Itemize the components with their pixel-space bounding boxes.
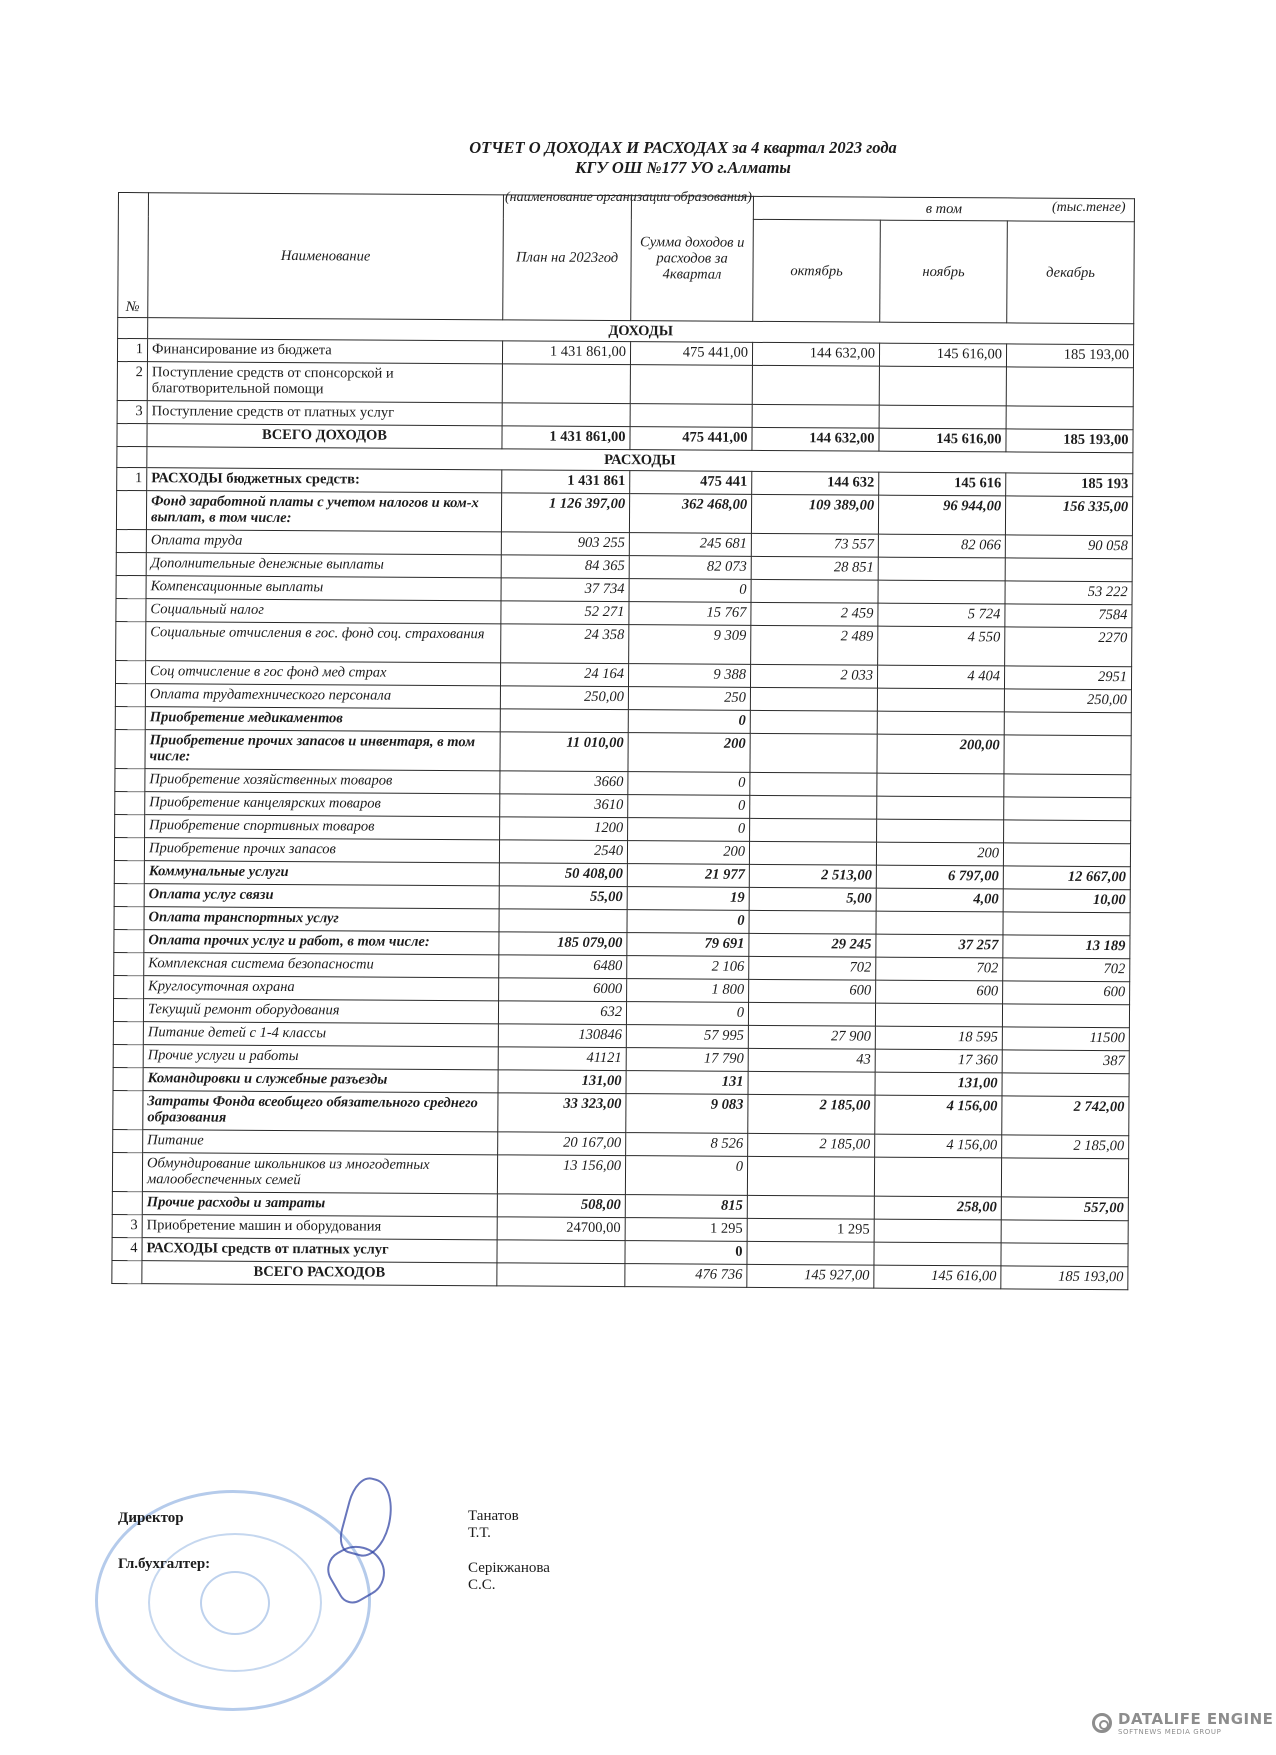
cell-sum: 0 [628,795,750,819]
director-name: Танатов Т.Т. [468,1508,519,1541]
cell-oct [750,818,877,842]
cell-plan: 6000 [499,978,627,1002]
row-name: Финансирование из бюджета [147,339,502,364]
row-number [115,791,145,814]
header-no: № [118,193,149,318]
cell-oct [747,1195,874,1219]
cell-plan: 2540 [499,840,627,864]
row-number: 2 [117,361,147,400]
cell-oct: 27 900 [748,1025,875,1049]
cell-oct: 29 245 [749,933,876,957]
cell-sum: 79 691 [627,933,749,957]
cell-sum [630,365,752,405]
cell-oct [747,1156,874,1196]
cell-oct [750,795,877,819]
organization-caption: (наименование организации образования) [505,190,752,205]
cell-plan [500,709,628,733]
cell-plan: 37 734 [501,578,629,602]
cell-dec: 13 189 [1003,935,1130,959]
cell-plan [499,909,627,933]
income-expense-table [111,192,1135,1290]
row-number: 4 [112,1237,142,1260]
cell-sum [630,404,752,428]
cell-plan: 1 126 397,00 [501,493,629,533]
cell-sum: 250 [628,687,750,711]
cell-oct [750,687,877,711]
cell-oct: 2 185,00 [748,1133,875,1157]
row-name: Поступление средств от платных услуг [147,401,502,426]
cell-sum: 245 681 [629,533,751,557]
watermark [1092,1710,1273,1736]
cell-oct [748,1071,875,1095]
row-name: Прочие расходы и затраты [142,1192,497,1217]
cell-nov: 4 404 [877,665,1004,689]
cell-sum: 0 [625,1156,747,1196]
row-number [114,906,144,929]
cell-plan: 903 255 [501,532,629,556]
cell-dec [1004,820,1131,844]
row-number [114,929,144,952]
cell-nov: 145 616,00 [879,343,1006,367]
cell-oct: 28 851 [751,556,878,580]
table-row [113,1090,1129,1135]
watermark-subtitle: SOFTNEWS MEDIA GROUP [1118,1728,1222,1736]
cell-nov: 145 616 [879,472,1006,496]
cell-plan: 3610 [500,794,628,818]
cell-plan [502,403,630,427]
cell-plan: 131,00 [498,1070,626,1094]
cell-dec: 2270 [1005,627,1132,667]
cell-dec [1006,406,1133,430]
row-name: Фонд заработной платы с учетом налогов и ком-х выплат, в том числе: [146,491,501,532]
cell-nov [875,1003,1002,1027]
cell-dec: 11500 [1002,1027,1129,1051]
row-number [116,552,146,575]
cell-nov: 6 797,00 [876,865,1003,889]
row-name: Приобретение медикаментов [145,707,500,732]
row-number [116,621,146,660]
cell-dec: 2 742,00 [1002,1096,1129,1136]
cell-nov [876,911,1003,935]
cell-nov [877,796,1004,820]
cell-sum: 57 995 [626,1025,748,1049]
row-number [116,575,146,598]
row-name: Поступление средств от спонсорской и благотворительной помощи [147,362,502,403]
header-october: октябрь [753,219,881,322]
cell-plan: 20 167,00 [498,1132,626,1156]
row-name: Приобретение прочих запасов и инвентаря, в том числе: [145,730,500,771]
cell-sum: 82 073 [629,556,751,580]
cell-dec: 12 667,00 [1003,866,1130,890]
section-expenses: РАСХОДЫ [147,447,1133,474]
cell-oct: 2 459 [751,602,878,626]
cell-sum: 475 441 [630,471,752,495]
cell-oct: 5,00 [749,887,876,911]
total-sum: 475 441,00 [630,427,752,451]
cell-plan: 185 079,00 [499,932,627,956]
cell-plan: 632 [498,1001,626,1025]
accountant-role: Гл.бухгалтер: [118,1556,211,1572]
cell-plan: 55,00 [499,886,627,910]
row-name: Компенсационные выплаты [146,576,501,601]
cell-oct: 2 185,00 [748,1094,875,1134]
cell-nov [874,1157,1001,1197]
cell-oct [750,710,877,734]
total-nov: 145 616,00 [879,428,1006,452]
row-name: Питание детей с 1-4 классы [143,1022,498,1047]
row-name: Оплата труда [146,530,501,555]
cell-plan: 24 358 [501,624,629,664]
cell-dec [1004,735,1131,775]
total-plan: 1 431 861,00 [502,426,630,450]
cell-sum: 0 [628,710,750,734]
director-role: Директор [118,1510,184,1526]
cell-dec [1001,1243,1128,1267]
emblem-icon [200,1571,270,1635]
cell-dec [1002,1004,1129,1028]
cell-oct: 702 [749,956,876,980]
table-row [116,490,1132,535]
cell-plan: 13 156,00 [497,1155,625,1195]
section-income: ДОХОДЫ [148,318,1134,345]
row-name: Текущий ремонт оборудования [143,999,498,1024]
cell-oct [749,910,876,934]
cell-nov: 4,00 [876,888,1003,912]
row-number [113,1044,143,1067]
cell-nov [877,819,1004,843]
total-label: ВСЕГО ДОХОДОВ [147,424,502,449]
total-label: ВСЕГО РАСХОДОВ [142,1261,497,1286]
cell-oct: 1 295 [747,1218,874,1242]
cell-oct: 2 033 [750,664,877,688]
cell-plan: 508,00 [497,1194,625,1218]
table-row [115,729,1131,774]
total-sum: 476 736 [625,1264,747,1288]
cell-dec [1004,712,1131,736]
cell-dec: 600 [1003,981,1130,1005]
table-row [117,361,1133,406]
cell-dec [1001,1220,1128,1244]
row-number [113,1090,143,1129]
cell-sum: 0 [629,579,751,603]
row-name: РАСХОДЫ средств от платных услуг [142,1238,497,1263]
cell-nov: 600 [876,980,1003,1004]
cell-sum: 0 [628,818,750,842]
cell-oct: 73 557 [751,533,878,557]
row-name: Питание [143,1130,498,1155]
cell-dec: 156 335,00 [1005,496,1132,536]
cell-dec [1003,843,1130,867]
cell-plan: 24700,00 [497,1217,625,1241]
cell-sum: 362 468,00 [629,494,751,534]
cell-sum: 1 800 [627,979,749,1003]
cell-nov: 131,00 [875,1072,1002,1096]
cell-dec [1003,912,1130,936]
cell-dec [1001,1158,1128,1198]
row-number [112,1152,142,1191]
row-number [112,1191,142,1214]
cell-plan: 250,00 [500,686,628,710]
unit-caption: (тыс.тенге) [1052,200,1126,215]
cell-plan: 41121 [498,1047,626,1071]
cell-nov [879,366,1006,406]
header-name: Наименование [148,193,504,320]
row-name: Затраты Фонда всеобщего обязательного среднего образования [143,1091,498,1132]
cell-plan: 50 408,00 [499,863,627,887]
table-row [116,621,1132,666]
report-header [0,138,1276,178]
cell-dec [1004,797,1131,821]
cell-oct: 144 632,00 [752,342,879,366]
row-number [116,598,146,621]
row-name: Круглосуточная охрана [144,976,499,1001]
table-row [112,1152,1128,1197]
row-name: Оплата услуг связи [144,884,499,909]
cell-nov [874,1219,1001,1243]
row-name: Соц отчисление в гос фонд мед страх [145,661,500,686]
row-name: Оплата трудатехнического персонала [145,684,500,709]
cell-nov: 4 156,00 [875,1134,1002,1158]
cell-nov: 37 257 [876,934,1003,958]
cell-oct: 43 [748,1048,875,1072]
cell-dec [1004,774,1131,798]
cell-dec: 53 222 [1005,581,1132,605]
row-name: Приобретение канцелярских товаров [145,792,500,817]
cell-nov: 258,00 [874,1196,1001,1220]
cell-dec: 185 193,00 [1006,344,1133,368]
total-nov: 145 616,00 [874,1265,1001,1289]
cell-plan: 130846 [498,1024,626,1048]
cell-nov: 200,00 [877,734,1004,774]
row-number [115,683,145,706]
cell-dec: 250,00 [1004,689,1131,713]
row-name: Оплата прочих услуг и работ, в том числе: [144,930,499,955]
cell-dec: 557,00 [1001,1197,1128,1221]
total-dec: 185 193,00 [1001,1266,1128,1290]
row-name: Дополнительные денежные выплаты [146,553,501,578]
row-name: Оплата транспортных услуг [144,907,499,932]
cell-oct: 2 489 [751,625,878,665]
row-name: Социальные отчисления в гос. фонд соц. страхования [146,622,501,663]
row-number [113,1067,143,1090]
cell-nov: 96 944,00 [878,495,1005,535]
total-oct: 144 632,00 [752,427,879,451]
header-plan: План на 2023год [503,195,632,321]
cell-dec [1006,367,1133,407]
cell-oct [750,772,877,796]
cell-dec: 2951 [1004,666,1131,690]
row-number [113,1129,143,1152]
row-number [115,814,145,837]
accountant-name: Серікжанова С.С. [468,1560,550,1593]
datalife-logo-icon [1092,1713,1112,1733]
report-title: ОТЧЕТ О ДОХОДАХ И РАСХОДАХ за 4 квартал 2023 года [469,138,897,157]
cell-dec: 387 [1002,1050,1129,1074]
row-number [115,706,145,729]
row-number [115,660,145,683]
row-number [114,883,144,906]
row-number: 1 [117,339,147,362]
cell-sum: 9 083 [626,1094,748,1134]
cell-nov: 702 [876,957,1003,981]
cell-plan [497,1240,625,1264]
cell-sum: 475 441,00 [630,342,752,366]
watermark-title: DATALIFE ENGINE [1118,1710,1274,1728]
row-name: Приобретение прочих запасов [144,838,499,863]
cell-oct [752,404,879,428]
row-name: Прочие услуги и работы [143,1045,498,1070]
cell-sum: 19 [627,887,749,911]
row-number [114,860,144,883]
cell-plan: 1200 [500,817,628,841]
cell-sum: 0 [625,1241,747,1265]
cell-nov: 4 156,00 [875,1095,1002,1135]
cell-plan: 11 010,00 [500,732,628,772]
total-oct: 145 927,00 [747,1264,874,1288]
cell-plan: 3660 [500,771,628,795]
cell-plan: 6480 [499,955,627,979]
cell-sum: 2 106 [627,956,749,980]
cell-dec: 7584 [1005,604,1132,628]
cell-nov: 4 550 [878,626,1005,666]
cell-oct [750,733,877,773]
row-name: Приобретение спортивных товаров [145,815,500,840]
cell-oct [747,1241,874,1265]
cell-plan: 84 365 [501,555,629,579]
cell-sum: 8 526 [626,1133,748,1157]
row-name: Приобретение хозяйственных товаров [145,769,500,794]
total-dec: 185 193,00 [1006,429,1133,453]
cell-sum: 200 [627,841,749,865]
cell-sum: 0 [626,1002,748,1026]
cell-nov: 18 595 [875,1026,1002,1050]
header-november: ноябрь [880,220,1008,323]
cell-nov: 82 066 [878,534,1005,558]
cell-dec: 2 185,00 [1002,1135,1129,1159]
cell-dec: 185 193 [1006,473,1133,497]
cell-oct [748,1002,875,1026]
row-name: Командировки и служебные разъезды [143,1068,498,1093]
row-number [113,998,143,1021]
cell-sum: 17 790 [626,1048,748,1072]
cell-plan: 24 164 [500,663,628,687]
cell-sum: 0 [627,910,749,934]
total-row [112,1260,1128,1289]
row-number [116,490,146,529]
row-number: 3 [112,1214,142,1237]
row-number [114,952,144,975]
header-sum: Сумма доходов и расходов за 4квартал [631,196,754,322]
cell-nov: 5 724 [878,603,1005,627]
cell-sum: 9 388 [628,664,750,688]
cell-sum: 21 977 [627,864,749,888]
row-number: 1 [117,467,147,490]
row-number [113,1021,143,1044]
cell-nov [877,711,1004,735]
organization-name: КГУ ОШ №177 УО г.Алматы [575,158,791,177]
cell-plan: 52 271 [501,601,629,625]
cell-sum: 9 309 [629,625,751,665]
cell-oct: 600 [749,979,876,1003]
cell-dec [1002,1073,1129,1097]
row-name: Обмундирование школьников из многодетных малообеспеченных семей [142,1153,497,1194]
row-name: Социальный налог [146,599,501,624]
cell-sum: 15 767 [629,602,751,626]
cell-oct: 109 389,00 [751,494,878,534]
cell-nov [877,688,1004,712]
header-december: декабрь [1007,221,1135,324]
cell-oct: 2 513,00 [749,864,876,888]
header-group: в том [753,196,1134,221]
cell-oct [751,579,878,603]
total-plan [497,1263,625,1287]
cell-nov [874,1242,1001,1266]
cell-dec: 90 058 [1005,535,1132,559]
cell-nov [878,580,1005,604]
cell-sum: 131 [626,1071,748,1095]
cell-plan: 1 431 861,00 [502,341,630,365]
cell-plan: 1 431 861 [502,470,630,494]
cell-plan [502,364,630,404]
cell-dec: 10,00 [1003,889,1130,913]
cell-plan: 33 323,00 [498,1093,626,1133]
row-number [114,975,144,998]
row-name: Приобретение машин и оборудования [142,1215,497,1240]
row-number: 3 [117,400,147,423]
cell-sum: 815 [625,1195,747,1219]
row-name: Комплексная система безопасности [144,953,499,978]
cell-oct [749,841,876,865]
cell-nov [879,405,1006,429]
row-number [115,729,145,768]
row-number [114,837,144,860]
row-number [115,768,145,791]
row-name: Коммунальные услуги [144,861,499,886]
cell-sum: 1 295 [625,1218,747,1242]
cell-oct: 144 632 [752,471,879,495]
cell-nov [878,557,1005,581]
cell-nov [877,773,1004,797]
cell-nov: 17 360 [875,1049,1002,1073]
row-number [116,529,146,552]
cell-oct [752,365,879,405]
cell-nov: 200 [876,842,1003,866]
row-name: РАСХОДЫ бюджетных средств: [147,468,502,493]
cell-sum: 0 [628,772,750,796]
cell-dec: 702 [1003,958,1130,982]
cell-sum: 200 [628,733,750,773]
cell-dec [1005,558,1132,582]
